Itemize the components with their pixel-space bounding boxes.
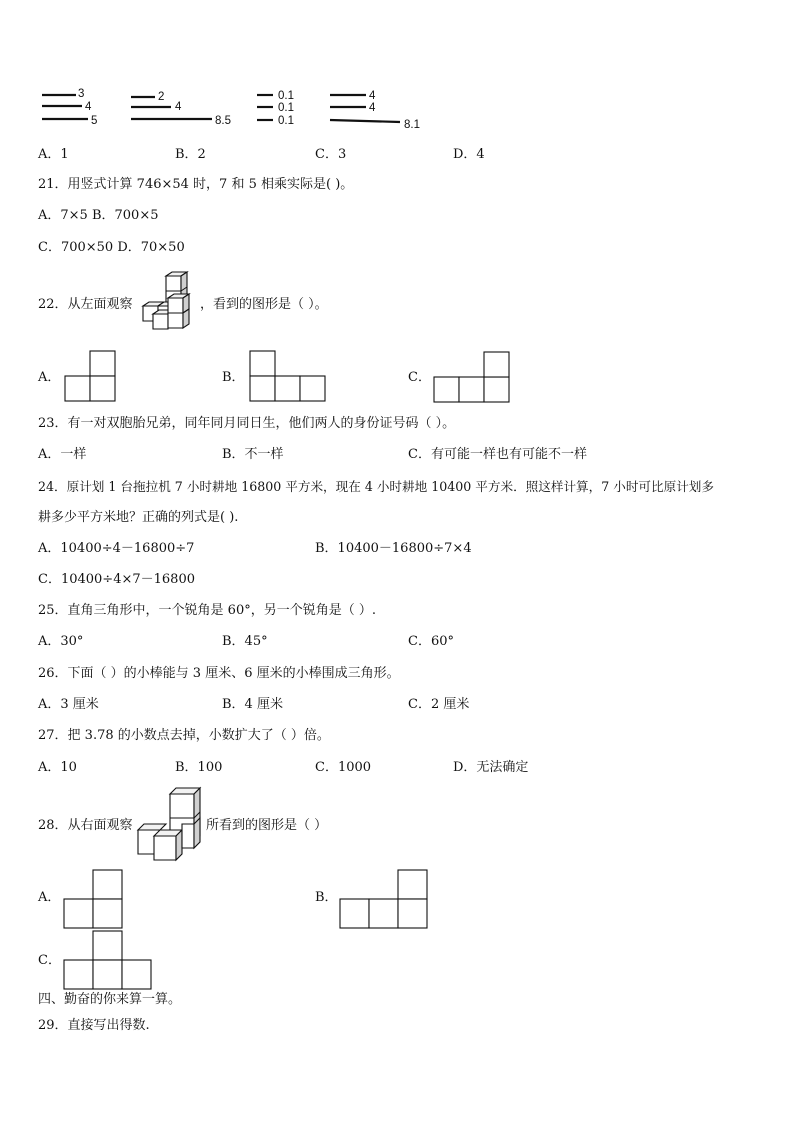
- q20-option-d[interactable]: D．4: [453, 147, 485, 162]
- q20-figure-c: [257, 90, 294, 127]
- q20-d-label-1: 4: [369, 90, 376, 102]
- q28-stem-prefix: 28．从右面观察: [38, 818, 133, 833]
- q20-option-c[interactable]: C．3: [315, 147, 347, 162]
- q26-option-a[interactable]: A．3 厘米: [38, 697, 99, 712]
- q22-stem-suffix: ，看到的图形是（ ）。: [200, 297, 328, 312]
- q21-options-row-1[interactable]: A．7×5 B．700×5: [38, 208, 159, 223]
- q25-option-c[interactable]: C．60°: [408, 634, 454, 649]
- q20-figure-a: [42, 88, 97, 127]
- q27-option-a[interactable]: A．10: [38, 760, 77, 775]
- q22-option-b[interactable]: B．: [222, 370, 245, 385]
- q22-option-c-figure[interactable]: [434, 352, 514, 404]
- q28-option-c-figure[interactable]: [64, 930, 156, 990]
- q28-option-c[interactable]: C．: [38, 953, 61, 968]
- q24-option-a[interactable]: A．10400÷4－16800÷7: [38, 541, 195, 556]
- q24-stem-line-1: 24．原计划 1 台拖拉机 7 小时耕地 16800 平方米，现在 4 小时耕地 10400 平方米．照这样计算，7 小时可比原计划多: [38, 479, 714, 494]
- q25-option-b[interactable]: B．45°: [222, 634, 268, 649]
- q25-option-a[interactable]: A．30°: [38, 634, 84, 649]
- q28-option-b[interactable]: B．: [315, 890, 338, 905]
- q20-b-label-2: 4: [175, 101, 182, 113]
- q26-option-c[interactable]: C．2 厘米: [408, 697, 470, 712]
- q20-option-a[interactable]: A．1: [38, 147, 69, 162]
- q20-b-label-3: 8.5: [215, 115, 231, 127]
- q26-stem: 26．下面（ ）的小棒能与 3 厘米、6 厘米的小棒围成三角形。: [38, 666, 400, 681]
- q21-options-row-2[interactable]: C．700×50 D．70×50: [38, 240, 185, 255]
- q22-stem-prefix: 22．从左面观察: [38, 297, 133, 312]
- q22-option-a[interactable]: A．: [38, 370, 61, 385]
- q25-stem: 25．直角三角形中，一个锐角是 60°，另一个锐角是（ ）.: [38, 603, 376, 618]
- q27-stem: 27．把 3.78 的小数点去掉，小数扩大了（ ）倍。: [38, 728, 330, 743]
- q29-stem: 29．直接写出得数.: [38, 1018, 150, 1033]
- q20-a-label-1: 3: [78, 88, 85, 100]
- q24-stem-line-2: 耕多少平方米地？正确的列式是( ).: [38, 510, 239, 525]
- q20-figure-d: [330, 90, 420, 131]
- q22-option-b-figure[interactable]: [250, 350, 330, 402]
- q28-option-a[interactable]: A．: [38, 890, 61, 905]
- q20-c-label-3: 0.1: [278, 115, 294, 127]
- q20-c-label-2: 0.1: [278, 102, 294, 114]
- q20-a-label-3: 5: [91, 115, 98, 127]
- q20-figure-b: [131, 91, 231, 127]
- q20-d-label-2: 4: [369, 102, 376, 114]
- q20-a-label-2: 4: [85, 101, 92, 113]
- q28-option-b-figure[interactable]: [340, 869, 432, 929]
- q23-stem: 23．有一对双胞胎兄弟，同年同月同日生，他们两人的身份证号码（ ）。: [38, 416, 456, 431]
- q23-option-b[interactable]: B．不一样: [222, 447, 284, 462]
- q24-option-c[interactable]: C．10400÷4×7－16800: [38, 572, 195, 587]
- q28-option-a-figure[interactable]: [64, 869, 126, 929]
- q20-figures: [0, 0, 794, 140]
- q20-d-label-3: 8.1: [404, 119, 420, 131]
- q23-option-a[interactable]: A．一样: [38, 447, 87, 462]
- section-4-title: 四、勤奋的你来算一算。: [38, 992, 182, 1007]
- q20-c-label-1: 0.1: [278, 90, 294, 102]
- q22-option-c[interactable]: C．: [408, 370, 431, 385]
- q28-stem-suffix: 所看到的图形是（ ）: [206, 818, 328, 833]
- q27-option-b[interactable]: B．100: [175, 760, 223, 775]
- q27-option-c[interactable]: C．1000: [315, 760, 372, 775]
- q28-cube-figure: [136, 786, 208, 866]
- q20-option-b[interactable]: B．2: [175, 147, 206, 162]
- q21-stem: 21．用竖式计算 746×54 时，7 和 5 相乘实际是( )。: [38, 177, 354, 192]
- q26-option-b[interactable]: B．4 厘米: [222, 697, 283, 712]
- q22-option-a-figure[interactable]: [65, 350, 125, 402]
- q23-option-c[interactable]: C．有可能一样也有可能不一样: [408, 447, 587, 462]
- q22-cube-figure: [138, 272, 200, 334]
- q20-b-label-1: 2: [158, 91, 165, 103]
- q27-option-d[interactable]: D．无法确定: [453, 760, 529, 775]
- q24-option-b[interactable]: B．10400－16800÷7×4: [315, 541, 472, 556]
